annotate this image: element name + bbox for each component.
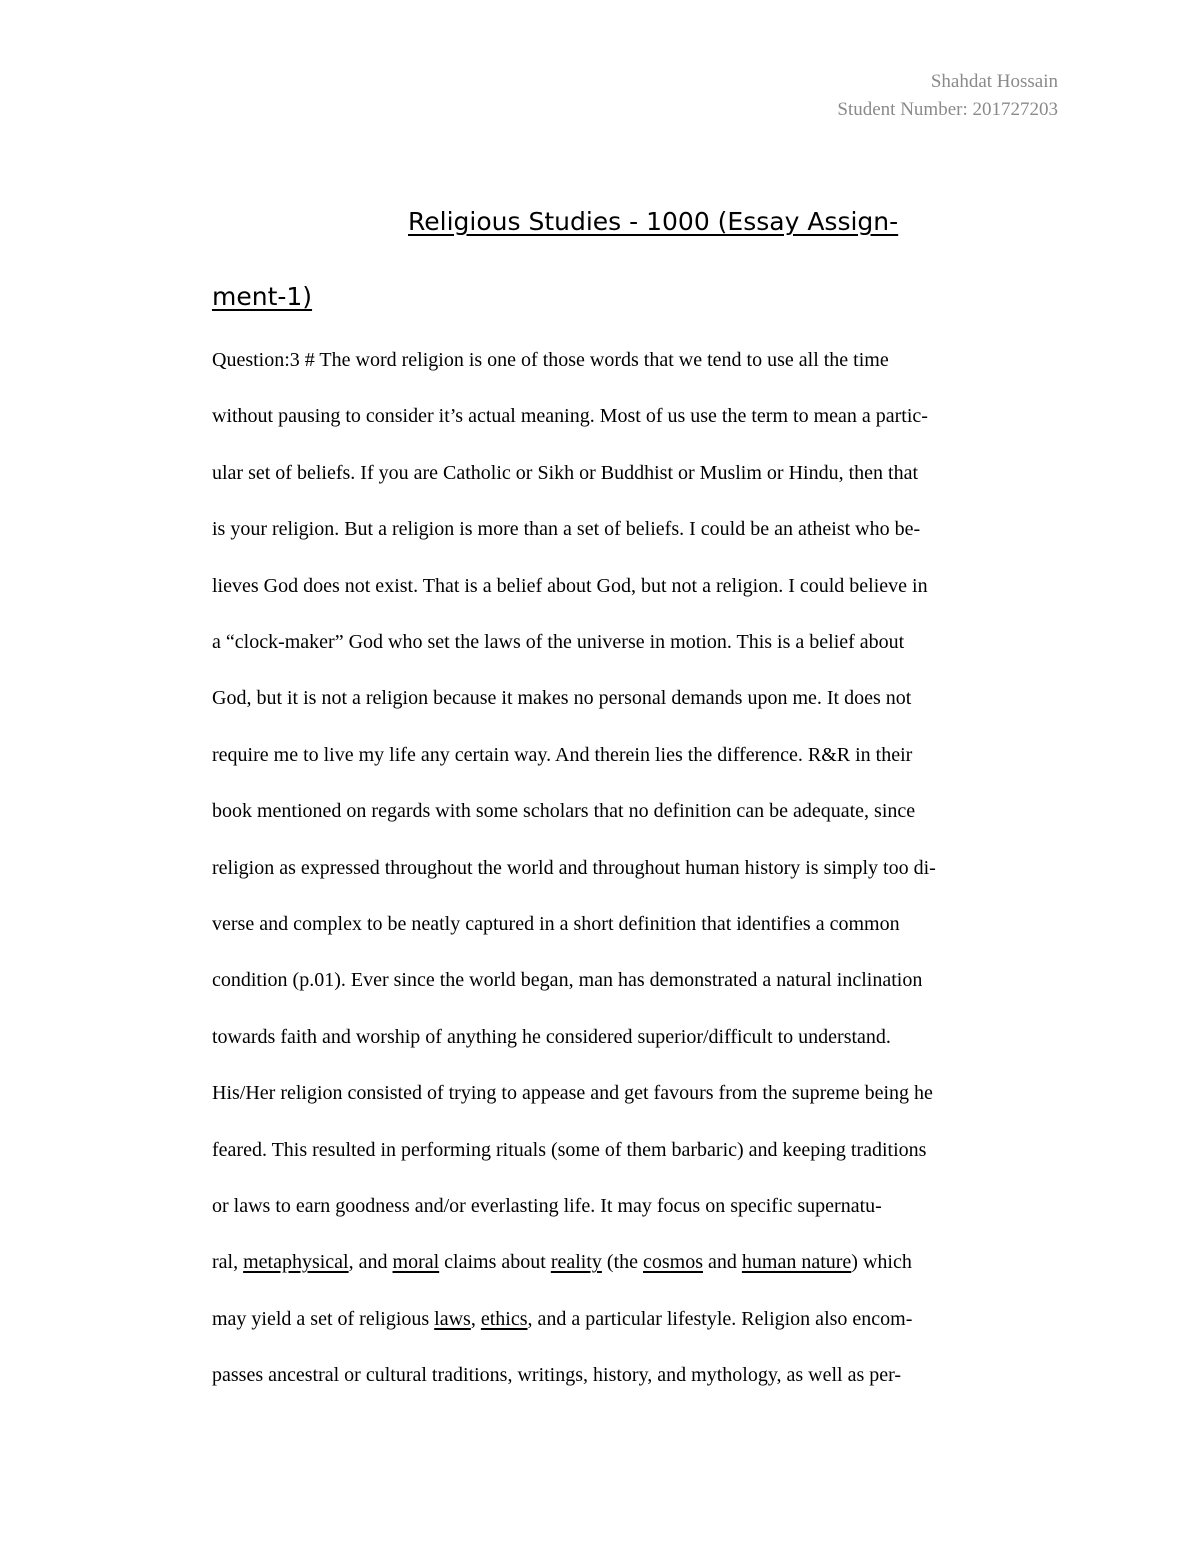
body-line: without pausing to consider it’s actual meaning. Most of us use the term to mean a partic- xyxy=(212,405,928,428)
text-span: , and xyxy=(348,1251,393,1274)
link-laws[interactable]: laws xyxy=(434,1307,471,1330)
text-span: claims about xyxy=(439,1251,551,1274)
text-span: and xyxy=(703,1251,742,1274)
page-header xyxy=(837,68,1058,124)
body-line: God, but it is not a religion because it makes no personal demands upon me. It does not xyxy=(212,687,912,710)
body-line: verse and complex to be neatly captured in a short definition that identifies a common xyxy=(212,913,900,935)
body-line: lieves God does not exist. That is a belief about God, but not a religion. I could believe in xyxy=(212,574,928,597)
text-span: , and a particular lifestyle. Religion also encom- xyxy=(527,1307,913,1330)
body-line: feared. This resulted in performing rituals (some of them barbaric) and keeping traditions xyxy=(212,1138,927,1161)
body-line-with-links xyxy=(212,1305,912,1333)
body-line: book mentioned on regards with some scholars that no definition can be adequate, since xyxy=(212,800,916,823)
text-span: may yield a set of religious xyxy=(212,1307,435,1330)
link-reality[interactable]: reality xyxy=(550,1251,602,1274)
body-line: Question:3 # The word religion is one of those words that we tend to use all the time xyxy=(212,349,889,371)
link-metaphysical[interactable]: metaphysical xyxy=(243,1251,349,1274)
text-span: , xyxy=(470,1307,481,1330)
link-moral[interactable]: moral xyxy=(392,1251,440,1274)
body-line: require me to live my life any certain way. And therein lies the difference. R&R in their xyxy=(212,743,913,766)
student-number: Student Number: 201727203 xyxy=(837,99,1058,120)
body-line: towards faith and worship of anything he considered superior/difficult to understand. xyxy=(212,1025,891,1048)
body-line-with-links xyxy=(212,1248,912,1276)
body-line: a “clock-maker” God who set the laws of the universe in motion. This is a belief about xyxy=(212,631,905,653)
text-span: (the xyxy=(601,1251,643,1274)
author-name: Shahdat Hossain xyxy=(930,71,1058,92)
link-cosmos[interactable]: cosmos xyxy=(643,1251,703,1274)
body-line: passes ancestral or cultural traditions, writings, history, and mythology, as well as per- xyxy=(212,1364,902,1387)
body-line: or laws to earn goodness and/or everlasting life. It may focus on specific supernatu- xyxy=(212,1195,882,1217)
body-line: ular set of beliefs. If you are Catholic or Sikh or Buddhist or Muslim or Hindu, then that xyxy=(212,461,918,484)
body-line: condition (p.01). Ever since the world began, man has demonstrated a natural inclination xyxy=(212,969,923,992)
body-line: His/Her religion consisted of trying to appease and get favours from the supreme being he xyxy=(212,1082,933,1105)
link-ethics[interactable]: ethics xyxy=(480,1307,528,1330)
title-line-2: ment-1) xyxy=(212,282,313,311)
text-span: ral, xyxy=(212,1251,244,1274)
link-human-nature[interactable]: human nature xyxy=(741,1251,852,1274)
title-line-1: Religious Studies - 1000 (Essay Assign- xyxy=(408,207,899,236)
text-span: ) which xyxy=(851,1251,912,1274)
body-line: religion as expressed throughout the world and throughout human history is simply too di- xyxy=(212,856,936,879)
body-line: is your religion. But a religion is more than a set of beliefs. I could be an atheist who be- xyxy=(212,518,921,541)
